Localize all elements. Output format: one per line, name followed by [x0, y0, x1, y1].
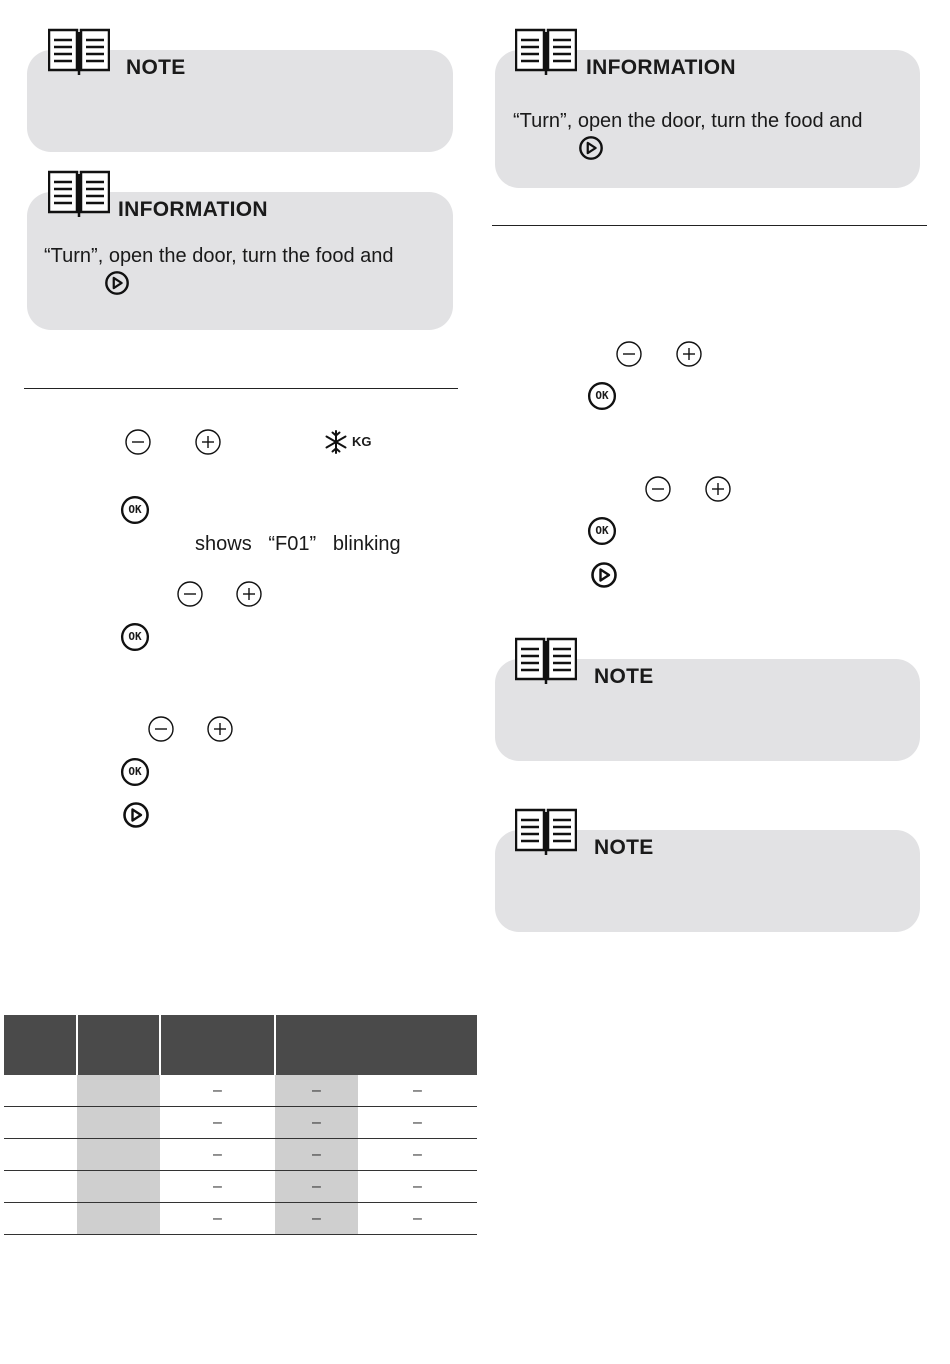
- table-header-cell: [4, 1015, 77, 1075]
- table-cell: [4, 1203, 77, 1235]
- play-icon: [122, 801, 150, 829]
- table-cell: –: [275, 1075, 358, 1107]
- ok-button-icon: [120, 757, 150, 787]
- minus-icon: [615, 340, 643, 368]
- book-icon: [48, 170, 110, 218]
- ok-label: OK: [128, 630, 142, 643]
- snowflake-icon: [324, 430, 348, 454]
- table-header-cell: [160, 1015, 275, 1075]
- table-cell: [4, 1139, 77, 1171]
- plus-icon: [704, 475, 732, 503]
- table-row: [4, 1075, 477, 1107]
- kg-label: KG: [352, 434, 372, 449]
- book-icon: [515, 637, 577, 685]
- plus-icon: [235, 580, 263, 608]
- book-icon: [515, 28, 577, 76]
- table-row: [4, 1139, 477, 1171]
- table-cell: [4, 1075, 77, 1107]
- table-cell: [77, 1075, 160, 1107]
- table-cell: –: [275, 1139, 358, 1171]
- table-cell: [77, 1107, 160, 1139]
- minus-icon: [124, 428, 152, 456]
- section-divider: [24, 388, 458, 389]
- table-cell: –: [160, 1139, 275, 1171]
- table-cell: –: [358, 1203, 477, 1235]
- table-cell: [4, 1107, 77, 1139]
- table-row: [4, 1171, 477, 1203]
- table-cell: –: [358, 1171, 477, 1203]
- ok-label: OK: [128, 503, 142, 516]
- table-cell: –: [160, 1107, 275, 1139]
- table-header-row: [4, 1015, 477, 1075]
- note-title: NOTE: [594, 836, 654, 859]
- information-title: INFORMATION: [586, 56, 736, 79]
- table-cell: –: [275, 1171, 358, 1203]
- plus-icon: [194, 428, 222, 456]
- information-text: “Turn”, open the door, turn the food and: [513, 110, 863, 132]
- minus-icon: [644, 475, 672, 503]
- plus-icon: [206, 715, 234, 743]
- plus-icon: [675, 340, 703, 368]
- information-text: “Turn”, open the door, turn the food and: [44, 245, 394, 267]
- play-icon: [578, 135, 604, 161]
- information-title: INFORMATION: [118, 198, 268, 221]
- data-table: [4, 1015, 477, 1235]
- minus-icon: [147, 715, 175, 743]
- table-cell: –: [275, 1203, 358, 1235]
- table-header-cell: [77, 1015, 160, 1075]
- book-icon: [515, 808, 577, 856]
- ok-button-icon: [587, 516, 617, 546]
- ok-label: OK: [595, 389, 609, 402]
- table-cell: –: [160, 1075, 275, 1107]
- ok-label: OK: [595, 524, 609, 537]
- ok-button-icon: [587, 381, 617, 411]
- book-icon: [48, 28, 110, 76]
- ok-button-icon: [120, 495, 150, 525]
- table-header-cell: [275, 1015, 477, 1075]
- table-cell: [4, 1171, 77, 1203]
- play-icon: [590, 561, 618, 589]
- play-icon: [104, 270, 130, 296]
- ok-label: OK: [128, 765, 142, 778]
- table-cell: [77, 1203, 160, 1235]
- section-divider: [492, 225, 927, 226]
- table-cell: –: [358, 1139, 477, 1171]
- table-cell: [77, 1139, 160, 1171]
- table-cell: –: [160, 1171, 275, 1203]
- minus-icon: [176, 580, 204, 608]
- table-row: [4, 1203, 477, 1235]
- table-cell: –: [160, 1203, 275, 1235]
- table-cell: –: [358, 1107, 477, 1139]
- table-cell: –: [275, 1107, 358, 1139]
- note-title: NOTE: [594, 665, 654, 688]
- ok-button-icon: [120, 622, 150, 652]
- table-row: [4, 1107, 477, 1139]
- table-cell: –: [358, 1075, 477, 1107]
- table-cell: [77, 1171, 160, 1203]
- display-message: shows “F01” blinking: [195, 533, 401, 555]
- note-title: NOTE: [126, 56, 186, 79]
